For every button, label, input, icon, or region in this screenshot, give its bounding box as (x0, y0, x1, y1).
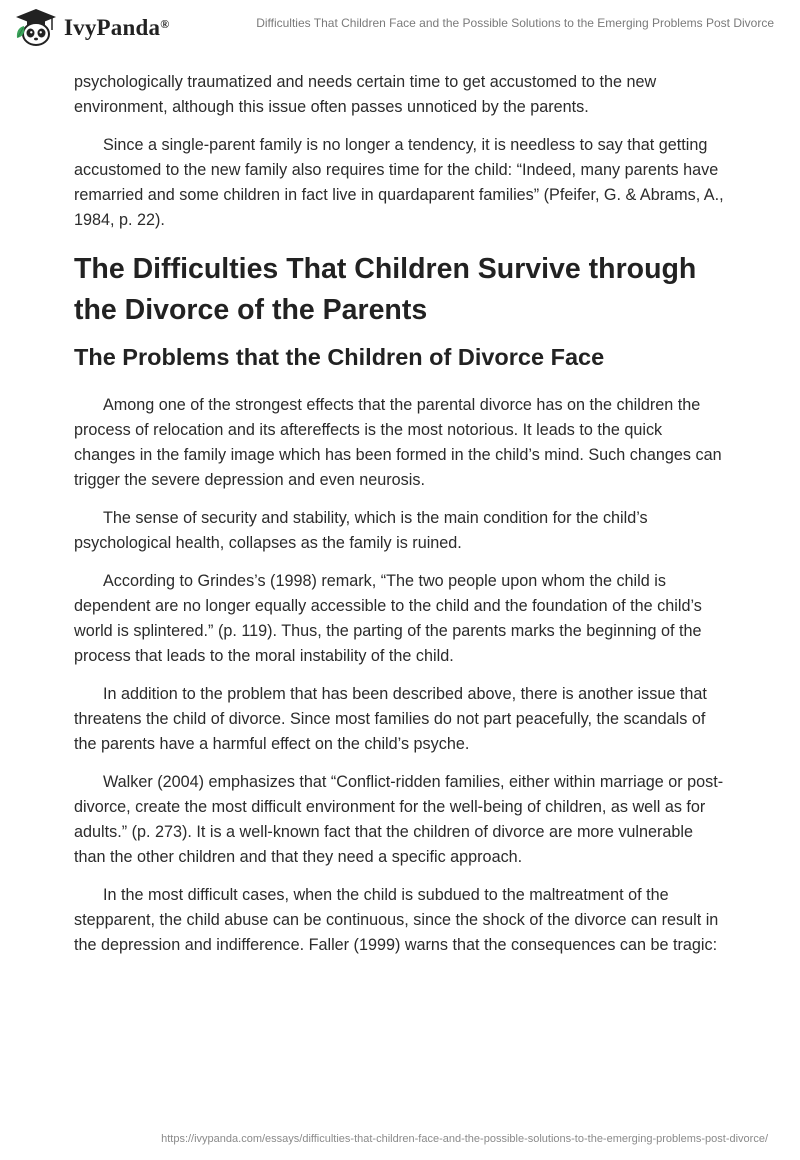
paragraph: psychologically traumatized and needs certain time to get accustomed to the new environment, although this issue often passes unnoticed by the parents. (74, 73, 657, 116)
paragraph: Walker (2004) emphasizes that “Conflict-ridden families, either within marriage or post-divorce, create the most difficult environment for the well-being of children, as well as for adults.” (p. 273). It is a well-known fact that the children of divorce are more vulnerable than the other children and that they need a specific approach. (74, 773, 724, 866)
source-url-link[interactable]: https://ivypanda.com/essays/difficulties-that-children-face-and-the-possible-solutions-to-the-emerging-problems-post-divorce/ (161, 1133, 768, 1145)
paragraph: In the most difficult cases, when the child is subdued to the maltreatment of the stepparent, the child abuse can be continuous, since the shock of the divorce can result in the depression and indifference. Faller (1999) warns that the consequences can be tragic: (74, 886, 719, 954)
paragraph: The sense of security and stability, which is the main condition for the child’s psychological health, collapses as the family is ruined. (74, 509, 648, 552)
document-title: Difficulties That Children Face and the Possible Solutions to the Emerging Problems Post Divorce (256, 16, 774, 30)
logo-wordmark: IvyPanda® (64, 15, 170, 40)
ivypanda-logo[interactable] (14, 8, 169, 48)
paragraph: Among one of the strongest effects that the parental divorce has on the children the process of relocation and its aftereffects is the most notorious. It leads to the quick changes in the family image which has been formed in the child’s mind. Such changes can trigger the severe depression and even neurosis. (74, 396, 722, 489)
essay-body (74, 70, 726, 971)
paragraph: Since a single-parent family is no longer a tendency, it is needless to say that getting accustomed to the new family also requires time for the child: “Indeed, many parents have remarried and some children in fact live in quardaparent families” (Pfeifer, G. & Abrams, A., 1984, p. 22). (74, 136, 724, 229)
panda-graduate-icon (14, 8, 58, 48)
page-header (0, 0, 800, 58)
paragraph: According to Grindes’s (1998) remark, “The two people upon whom the child is dependent are no longer equally accessible to the child and the foundation of the child’s world is splintered.” (p. 119). Thus, the parting of the parents marks the beginning of the process that leads to the moral instability of the child. (74, 572, 702, 665)
section-heading: The Difficulties That Children Survive through the Divorce of the Parents (74, 253, 697, 326)
subsection-heading: The Problems that the Children of Divorce Face (74, 344, 605, 370)
paragraph: In addition to the problem that has been described above, there is another issue that threatens the child of divorce. Since most families do not part peacefully, the scandals of the parents have a harmful effect on the child’s psyche. (74, 685, 707, 753)
